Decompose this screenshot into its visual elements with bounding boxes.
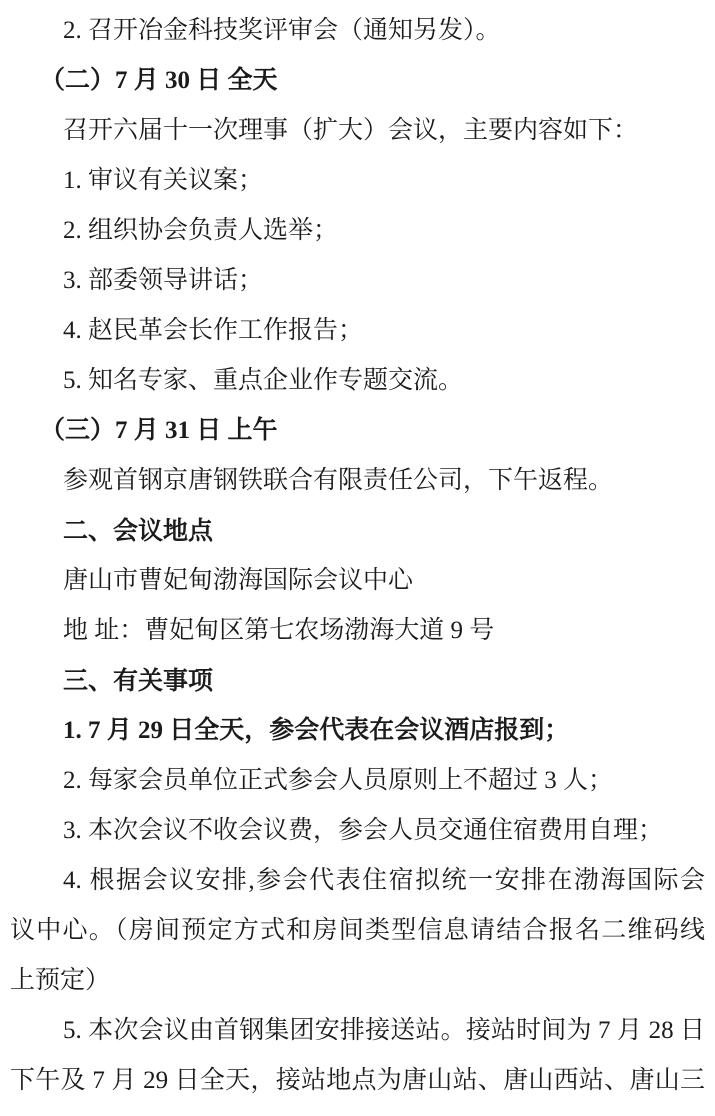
text-line: 唐山市曹妃甸渤海国际会议中心 bbox=[63, 567, 414, 594]
text-line: 3. 部委领导讲话； bbox=[63, 267, 264, 294]
text-line: 4. 根据会议安排,参会代表住宿拟统一安排在渤海国际会 bbox=[63, 867, 705, 894]
text-line: 2. 召开冶金科技奖评审会（通知另发）。 bbox=[63, 17, 501, 44]
text-line: 1. 7 月 29 日全天，参会代表在会议酒店报到； bbox=[63, 717, 570, 744]
text-line: 1. 审议有关议案； bbox=[63, 167, 264, 194]
text-line: 议中心。（房间预定方式和房间类型信息请结合报名二维码线 bbox=[10, 917, 705, 944]
text-line: 2. 组织协会负责人选举； bbox=[63, 217, 339, 244]
text-line: （三）7 月 31 日 上午 bbox=[40, 417, 278, 444]
text-line: 二、会议地点 bbox=[63, 517, 214, 545]
document-body bbox=[10, 6, 705, 1106]
text-line: 4. 赵民革会长作工作报告； bbox=[63, 317, 364, 344]
text-line: 下午及 7 月 29 日全天，接站地点为唐山站、唐山西站、唐山三 bbox=[10, 1067, 705, 1094]
text-line: 上预定） bbox=[10, 967, 111, 994]
text-line: 5. 本次会议由首钢集团安排接送站。接站时间为 7 月 28 日 bbox=[63, 1017, 705, 1044]
text-line: 5. 知名专家、重点企业作专题交流。 bbox=[63, 367, 464, 394]
text-line: 3. 本次会议不收会议费，参会人员交通住宿费用自理； bbox=[63, 817, 664, 844]
text-line: （二）7 月 30 日 全天 bbox=[40, 67, 278, 94]
text-line: 参观首钢京唐钢铁联合有限责任公司，下午返程。 bbox=[63, 467, 614, 494]
text-line: 召开六届十一次理事（扩大）会议，主要内容如下： bbox=[63, 117, 639, 144]
text-line: 三、有关事项 bbox=[63, 667, 214, 695]
text-line: 2. 每家会员单位正式参会人员原则上不超过 3 人； bbox=[63, 767, 614, 794]
text-line: 地 址：曹妃甸区第七农场渤海大道 9 号 bbox=[63, 617, 495, 644]
